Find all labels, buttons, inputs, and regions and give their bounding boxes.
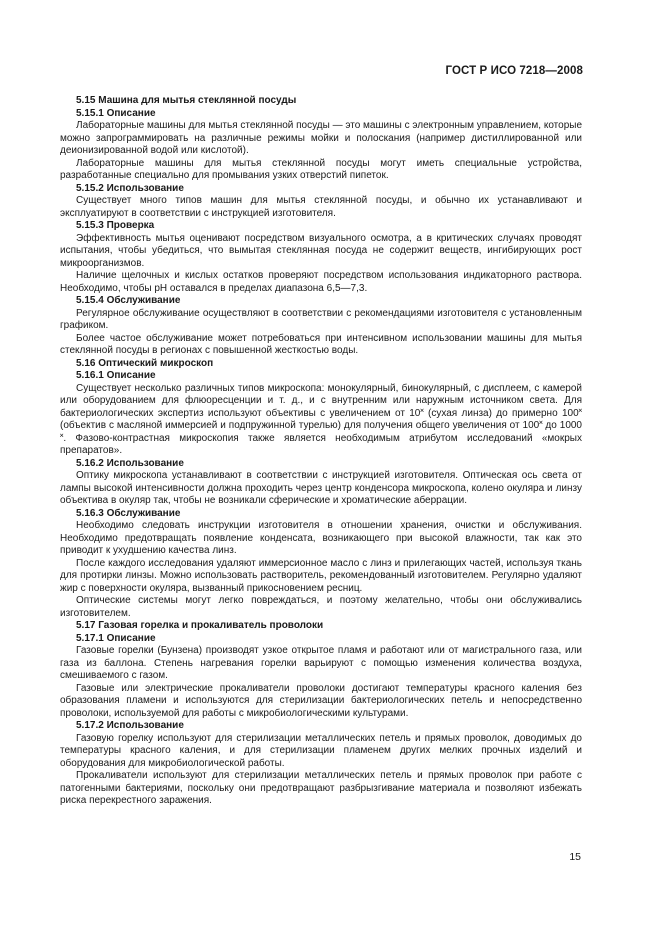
paragraph: После каждого исследования удаляют иммерсионное масло с линз и прилегающих частей, используя ткань для протирки линзы. Можно использовать растворитель, рекомендованный изготовителем. Регулярно удаляют жир с поверхности окуляра, вызванный прикосновением ресниц.	[60, 557, 582, 594]
subsection-heading: 5.17.1 Описание	[76, 632, 156, 644]
paragraph: Лабораторные машины для мытья стеклянной посуды — это машины с электронным управлением, которые можно запрограммировать на различные режимы мойки и полоскания (например дистиллированной или деионизированной водой или кислотой).	[60, 120, 583, 156]
paragraph: Газовые горелки (Бунзена) производят узкое открытое пламя и работают или от магистрального газа, или газа из баллона. Степень нагревания горелки варьируют с помощью изменения количества воздуха, смешиваемого с газом.	[60, 645, 582, 681]
subsection-heading: 5.15.4 Обслуживание	[76, 295, 181, 306]
paragraph: Эффективность мытья оценивают посредством визуального осмотра, а в критических случаях проводят испытания, чтобы убедиться, что вымытая стеклянная посуда не содержит веществ, ингибирующих рост микроорганизмов.	[60, 232, 582, 269]
subsection-heading: 5.16.2 Использование	[76, 457, 184, 469]
subsection-heading: 5.17.2 Использование	[76, 720, 184, 731]
paragraph: Регулярное обслуживание осуществляют в соответствии с рекомендациями изготовителя с установленным графиком.	[60, 307, 582, 331]
page-number: 15	[569, 851, 581, 863]
paragraph: Оптику микроскопа устанавливают в соответствии с инструкцией изготовителя. Оптическая ось света от лампы высокой интенсивности должна проходить через центр конденсора микроскопа, колено окуляра и линзу объектива в окуляр так, чтобы не возникали сферические и хроматические аберрации.	[60, 470, 582, 506]
subsection-heading: 5.15.1 Описание	[76, 107, 156, 119]
paragraph: Наличие щелочных и кислых остатков проверяют посредством использования индикаторного раствора. Необходимо, чтобы pH оставался в пределах диапазона 6,5—7,3.	[60, 270, 582, 294]
subsection-heading: 5.16.1 Описание	[76, 370, 156, 381]
paragraph: Газовую горелку используют для стерилизации металлических петель и прямых проволок, доводимых до температуры красного каления, и для стерилизации пламенем других мелких прочных изделий и оборудования для микробиологической работы.	[60, 732, 582, 769]
section-heading: 5.15 Машина для мытья стеклянной посуды	[76, 95, 297, 106]
section-heading: 5.16 Оптический микроскоп	[76, 357, 214, 369]
paragraph: Газовые или электрические прокаливатели проволоки достигают температуры красного каления без образования пламени и используются для стерилизации бактериологических петель и непосредственно проволоки, используемой для работы с микробиологическими культурами.	[60, 682, 582, 719]
subsection-heading: 5.15.3 Проверка	[76, 220, 155, 231]
paragraph: Лабораторные машины для мытья стеклянной посуды могут иметь специальные устройства, разработанные специально для промывания узких отверстий пипеток.	[60, 157, 582, 181]
page-content	[60, 95, 582, 808]
paragraph: Существует несколько различных типов микроскопа: монокулярный, бинокулярный, с дисплеем, с камерой или оборудованием для флюоресценции и т. д., и с внутренним или наружным источником света. Для бактериологических экспертиз используют объективы с увеличением от 10˟ (сухая линза) до примерно 100˟ (объектив с масляной иммерсией и подпружинной турелью) для получения общего увеличения от 100˟ до 1000˟. Фазово-контрастная микроскопия также является необходимым атрибутом исследований «мокрых препаратов».	[60, 382, 582, 456]
section-heading: 5.17 Газовая горелка и прокаливатель проволоки	[76, 620, 324, 631]
paragraph: Более частое обслуживание может потребоваться при интенсивном использовании машины для мытья стеклянной посуды в регионах с повышенной жесткостью воды.	[60, 332, 582, 356]
paragraph: Прокаливатели используют для стерилизации металлических петель и прямых проволок при работе с патогенными бактериями, поскольку они предотвращают разбрызгивание материала и позволяют избежать риска перекрестного заражения.	[60, 770, 582, 806]
paragraph: Оптические системы могут легко повреждаться, и поэтому желательно, чтобы они обслуживались изготовителем.	[60, 595, 582, 619]
paragraph: Необходимо следовать инструкции изготовителя в отношении хранения, очистки и обслуживания. Необходимо предотвращать появление конденсата, возникающего при высокой влажности, так как это приводит к ухудшению качества линз.	[60, 520, 582, 556]
standard-header: ГОСТ Р ИСО 7218—2008	[445, 65, 583, 77]
subsection-heading: 5.15.2 Использование	[76, 182, 184, 194]
subsection-heading: 5.16.3 Обслуживание	[76, 507, 181, 519]
paragraph: Существует много типов машин для мытья стеклянной посуды, и обычно их устанавливают и эксплуатируют в соответствии с инструкцией изготовителя.	[60, 195, 582, 219]
